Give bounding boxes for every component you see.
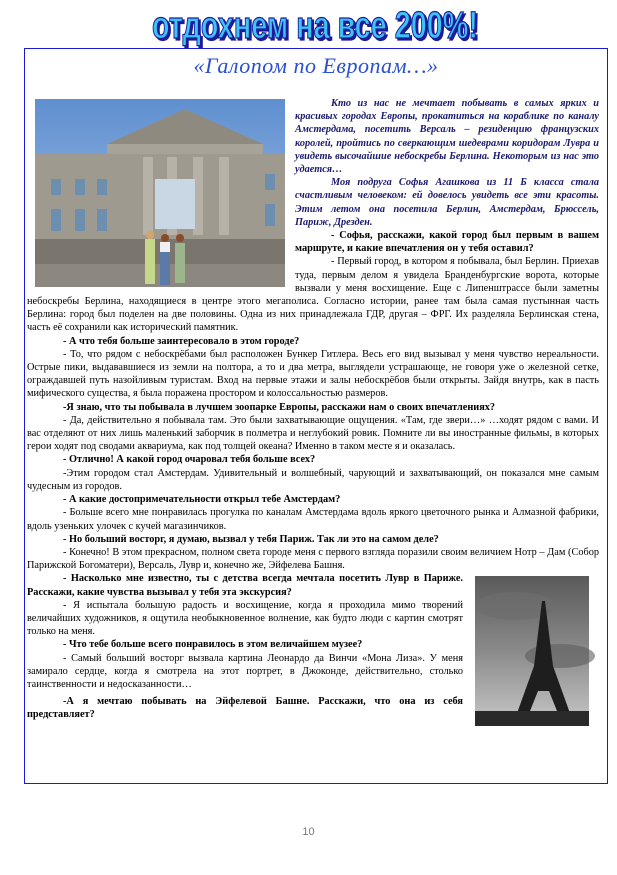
answer-2: - То, что рядом с небоскрёбами был расположен Бункер Гитлера. Весь его вид вызывал у меня чувство нереальности. Острые пики, выдававшиеся из земли на полтора, а то и два метра, выглядели устрашающе, не говоря уже о железной сетке, ограждавшей путь назойливым туристам. Вход на первые этажи и залы небоскрёбов были открыты. Зайдя внутрь, как в пасть мифического существа, я была поражена простором и колоссальностью размеров. [27, 348, 599, 400]
question-5: - А какие достопримечательности открыл тебе Амстердам? [63, 494, 341, 506]
intro-paragraph-2: Моя подруга Софья Агашкова из 11 Б класса стала счастливым человеком: ей довелось увидеть все эти красоты. Этим летом она посетила Берлин, Амстердам, Брюссель, Париж, Дрезден. [295, 177, 599, 228]
answer-3: - Да, действительно я побывала там. Это были захватывающие ощущения. «Там, где звери…» …ходят рядом с вами. И вас отделяют от них лишь маленький заборчик в полметра и неглубокий ровик. Помните ли вы иностранные фильмы, в которых герои ходят под сводами аквариума, как под толщей океана? Именно в таком месте я и оказалась. [27, 414, 599, 453]
page-number: 10 [302, 826, 315, 838]
article-title: «Галопом по Европам…» [193, 53, 439, 78]
answer-5: - Больше всего мне понравилась прогулка по каналам Амстердама вдоль яркого цветочного рынка и Алмазной фабрики, вдоль узеньких улочек с кучей магазинчиков. [27, 507, 599, 532]
header-banner [150, 2, 480, 46]
eiffel-tower-photo [475, 576, 589, 726]
question-3: -Я знаю, что ты побывала в лучшем зоопарке Европы, расскажи нам о своих впечатлениях? [63, 401, 496, 413]
intro-paragraph-1: Кто из нас не мечтает побывать в самых ярких и красивых городах Европы, прокатиться на кораблике по каналу Амстердама, посетить Версаль – резиденцию французских королей, пройтись по сверкающим шедеврами коридорам Лувра и увидеть высочайшие небоскребы Берлина. Некоторым из нас это удается… [295, 98, 599, 176]
answer-4: -Этим городом стал Амстердам. Удивительный и волшебный, чарующий и захватывающий, он показался мне самым чудесным из городов. [27, 467, 599, 492]
question-8: - Что тебе больше всего понравилось в этом величайшем музее? [63, 639, 363, 651]
answer-8: - Самый больший восторг вызвала картина Леонардо да Винчи «Мона Лиза». У меня замирало сердце, когда я смотрела на этот портрет, в Джоконде, действительно, столько таинственности и недосказанности… [27, 652, 463, 690]
article-body [27, 97, 599, 728]
question-4: - Отлично! А какой город очаровал тебя больше всех? [63, 454, 316, 466]
question-6: - Но больший восторг, я думаю, вызвал у тебя Париж. Так ли это на самом деле? [63, 533, 439, 545]
answer-6: - Конечно! В этом прекрасном, полном света городе меня с первого взгляда поразили своим величием Нотр – Дам (Собор Парижской Богоматери), Версаль, Лувр и, конечно же, Эйфелева Башня. [27, 546, 599, 572]
question-1: - Софья, расскажи, какой город был первым в вашем маршруте, и какие впечатления он у тебя оставил? [295, 230, 599, 255]
question-9: -А я мечтаю побывать на Эйфелевой Башне. Расскажи, что она из себя представляет? [27, 696, 463, 721]
question-2: - А что тебя больше заинтересовало в этом городе? [63, 335, 300, 347]
reichstag-photo [35, 99, 285, 287]
answer-1: - Первый город, в котором я побывала, был Берлин. Приехав туда, первым делом я увидела Бранденбургские ворота, которые вызвали у меня восхищение. Еще с Липенштрассе были заметны небоскребы Берлина, находящиеся в центре этого мегаполиса. Согласно истории, ранее там была самая пустынная часть Берлина: город был поделен на две половины. Одна из них принадлежала ГДР, другая – ФРГ. Их разделяла Берлинская стена, часть её сохранили как исторический памятник. [27, 256, 599, 334]
article-frame [24, 48, 608, 784]
answer-7: - Я испытала большую радость и восхищение, когда я проходила мимо творений величайших художников, я ощутила необыкновенное волнение, как будто люди с картин смотрят только на меня. [27, 599, 463, 638]
question-7: - Насколько мне известно, ты с детства всегда мечтала посетить Лувр в Париже. Расскажи, какие чувства вызывал у тебя эта экскурсия? [27, 573, 463, 598]
banner-text: отдохнем на все 200%! [152, 5, 478, 47]
